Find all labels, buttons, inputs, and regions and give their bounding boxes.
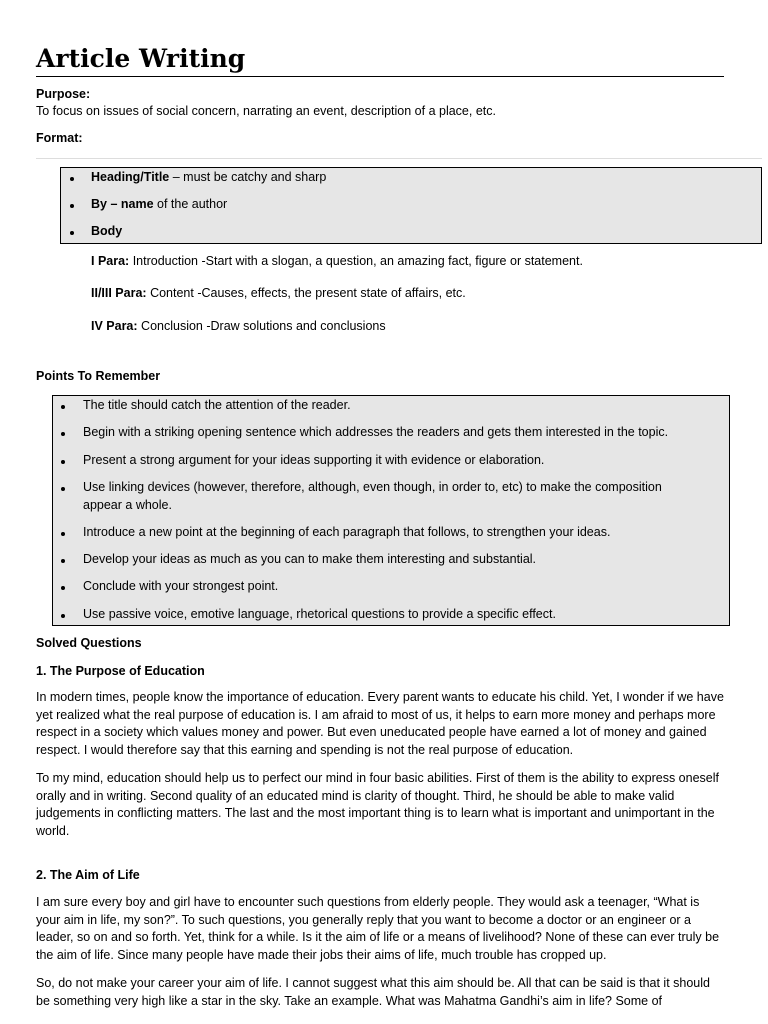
answer-paragraph: To my mind, education should help us to perfect our mind in four basic abilities. First of them is the ability to express oneself orally and in writing. Second quality of an educated mind is clarity of thought. Third, he should be able to make valid judgements in conflicting matters. The last and the most important thing is to learn what is important and unimportant in the world. — [36, 771, 719, 838]
points-label: Points To Remember — [36, 369, 161, 383]
answer-paragraph: In modern times, people know the importance of education. Every parent wants to educate his child. Yet, I wonder if we have yet realized what the real purpose of education is. I am afraid to most of us, it helps to earn more money and perhaps more respect in a society which values money and power. But even uneducated people have earned a lot of money and gained respect. I would therefore say that this earning and spending is not the real purpose of education. — [36, 690, 724, 757]
purpose-text: To focus on issues of social concern, narrating an event, description of a place, etc. — [36, 104, 496, 118]
purpose-label: Purpose: — [36, 87, 91, 101]
para-text: Content -Causes, effects, the present state of affairs, etc. — [146, 286, 466, 300]
bullet-icon — [61, 460, 65, 464]
question-heading: 2. The Aim of Life — [36, 868, 140, 882]
point-text: The title should catch the attention of the reader. — [83, 398, 351, 412]
bullet-icon — [70, 231, 74, 235]
format-item-bold: Body — [91, 224, 123, 238]
body-para-line — [91, 318, 386, 336]
body-para-line — [91, 253, 583, 271]
format-item-text: – must be catchy and sharp — [169, 170, 327, 184]
point-text: Conclude with your strongest point. — [83, 579, 279, 593]
para-text: Conclusion -Draw solutions and conclusions — [137, 319, 386, 333]
question-heading: 1. The Purpose of Education — [36, 664, 205, 678]
divider — [36, 158, 762, 159]
point-text: Use linking devices (however, therefore, although, even though, in order to, etc) to make the composition appear a whole. — [83, 480, 662, 512]
point-text: Use passive voice, emotive language, rhetorical questions to provide a specific effect. — [83, 607, 556, 621]
bullet-icon — [61, 405, 65, 409]
para-label: IV Para: — [91, 319, 138, 333]
para-label: I Para: — [91, 254, 130, 268]
bullet-icon — [61, 487, 65, 491]
format-item-text: of the author — [153, 197, 228, 211]
answer-paragraph: I am sure every boy and girl have to encounter such questions from elderly people. They would ask a teenager, “What is your aim in life, my son?”. To such questions, you generally reply that you want to become a doctor or an engineer or a leader, so on and so forth. Yet, think for a while. Is it the aim of life or a means of livelihood? None of these can ever truly be the aim of life. Since many people have made their jobs their aims of life, much trouble has cropped up. — [36, 895, 720, 962]
body-para-line — [91, 285, 466, 303]
bullet-icon — [61, 532, 65, 536]
bullet-icon — [70, 204, 74, 208]
para-text: Introduction -Start with a slogan, a question, an amazing fact, figure or statement. — [129, 254, 583, 268]
format-item-bold: By – name — [91, 197, 154, 211]
point-text: Begin with a striking opening sentence which addresses the readers and gets them interested in the topic. — [83, 425, 669, 439]
bullet-icon — [61, 586, 65, 590]
point-text: Introduce a new point at the beginning of each paragraph that follows, to strengthen your ideas. — [83, 525, 611, 539]
page-title: Article Writing — [36, 42, 724, 77]
point-text: Present a strong argument for your ideas supporting it with evidence or elaboration. — [83, 453, 545, 467]
answer-paragraph: So, do not make your career your aim of life. I cannot suggest what this aim should be. All that can be said is that it should be something very high like a star in the sky. Take an example. What was Mahatma Gandhi’s aim in life? Some of — [36, 976, 710, 1008]
points-list-box — [52, 395, 730, 626]
para-label: II/III Para: — [91, 286, 147, 300]
format-label: Format: — [36, 131, 83, 145]
format-item-bold: Heading/Title — [91, 170, 170, 184]
bullet-icon — [70, 177, 74, 181]
format-list-box — [60, 167, 762, 244]
solved-label: Solved Questions — [36, 636, 142, 650]
point-text: Develop your ideas as much as you can to make them interesting and substantial. — [83, 552, 537, 566]
bullet-icon — [61, 432, 65, 436]
bullet-icon — [61, 559, 65, 563]
bullet-icon — [61, 614, 65, 618]
